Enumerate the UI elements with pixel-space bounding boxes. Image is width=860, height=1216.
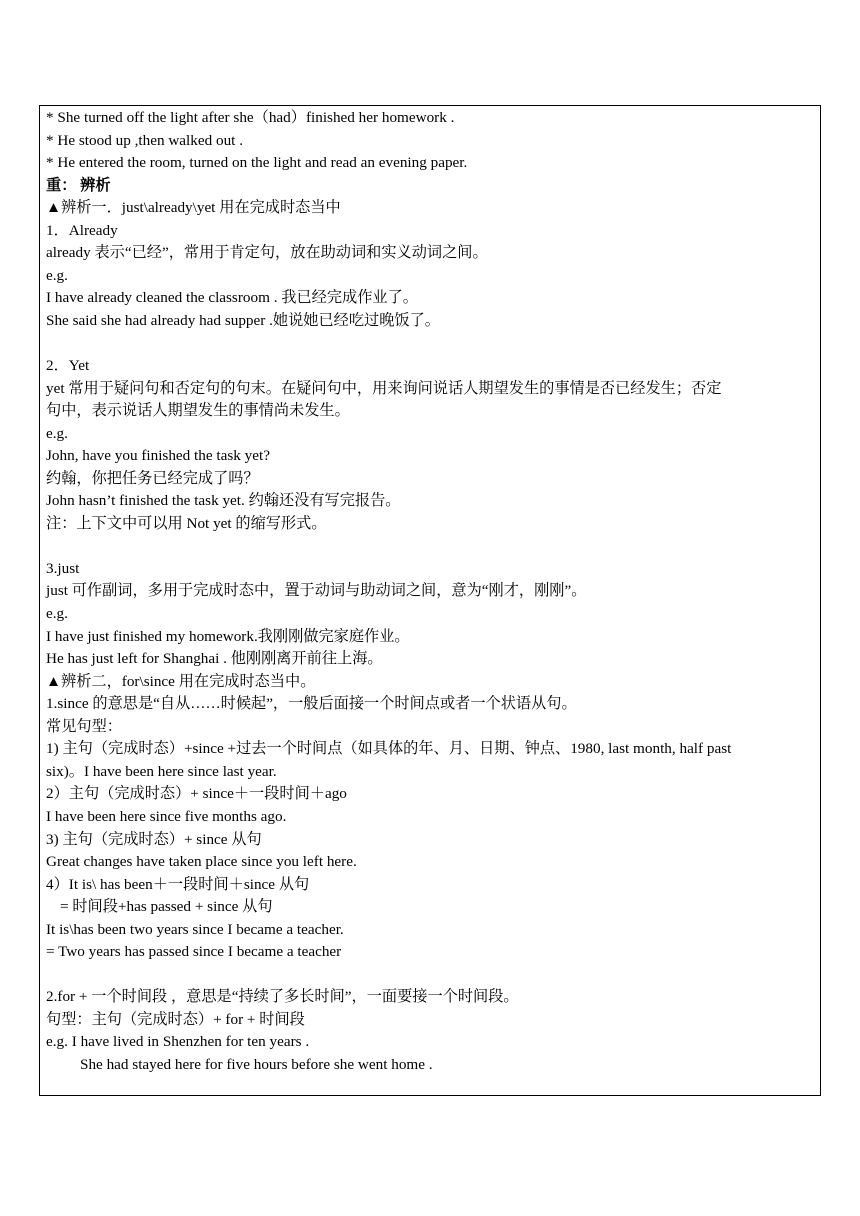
pattern-item-continued: six)。I have been here since last year. [46,762,277,780]
explanation-text: yet 常用于疑问句和否定句的句末。在疑问句中，用来询问说话人期望发生的事情是否已经发生；否定 [46,379,722,397]
item-title: 3.just [46,559,80,577]
explanation-text: already 表示“已经”，常用于肯定句，放在助动词和实义动词之间。 [46,244,488,262]
content-body [46,107,816,1077]
example-sentence: John, have you finished the task yet? [46,447,270,465]
eg-label: e.g. [46,424,68,442]
example-sentence: I have already cleaned the classroom . 我已经完成作业了。 [46,289,418,307]
example-sentence: * He entered the room, turned on the light and read an evening paper. [46,154,468,172]
pattern-item: 3) 主句（完成时态）+ since 从句 [46,830,262,848]
pattern-item: 1) 主句（完成时态）+since +过去一个时间点（如具体的年、月、日期、钟点、1980, last month, half past [46,740,732,758]
example-sentence: He has just left for Shanghai . 他刚刚离开前往上海。 [46,650,383,668]
subsection-heading: ▲辨析二，for\since 用在完成时态当中。 [46,672,316,690]
example-sentence: * She turned off the light after she（had）finished her homework . [46,109,455,126]
explanation-text: 1.since 的意思是“自从……时候起”，一般后面接一个时间点或者一个状语从句。 [46,695,577,713]
item-title: 1．Already [46,221,118,239]
blank-line [46,964,816,987]
example-sentence: She had stayed here for five hours before she went home . [80,1055,433,1073]
section-heading: 重： 辨析 [46,176,111,194]
pattern-label: 常见句型： [46,717,122,735]
blank-line [46,535,816,558]
item-title: 2．Yet [46,357,90,375]
example-sentence: e.g. I have lived in Shenzhen for ten years . [46,1033,310,1051]
example-sentence: I have just finished my homework.我刚刚做完家庭作业。 [46,627,410,645]
example-sentence: She said she had already had supper .她说她已经吃过晚饭了。 [46,311,440,329]
eg-label: e.g. [46,266,68,284]
blank-line [46,332,816,355]
explanation-text: just 可作副词，多用于完成时态中，置于动词与助动词之间，意为“刚才，刚刚”。 [46,582,587,600]
example-translation: 约翰，你把任务已经完成了吗？ [46,469,259,487]
example-sentence: = Two years has passed since I became a teacher [46,943,342,961]
explanation-text: 2.for + 一个时间段 ，意思是“持续了多长时间”，一面要接一个时间段。 [46,988,519,1006]
example-sentence: I have been here since five months ago. [46,807,287,825]
pattern-item: 4）It is\ has been＋一段时间＋since 从句 [46,875,310,893]
example-sentence: Great changes have taken place since you left here. [46,853,357,871]
example-sentence: It is\has been two years since I became a teacher. [46,920,344,938]
note-text: 注：上下文中可以用 Not yet 的缩写形式。 [46,514,327,532]
pattern-item: 句型：主句（完成时态）+ for + 时间段 [46,1010,305,1028]
pattern-item: = 时间段+has passed + since 从句 [60,898,273,916]
explanation-text: 句中，表示说话人期望发生的事情尚未发生。 [46,402,350,420]
subsection-heading: ▲辨析一．just\already\yet 用在完成时态当中 [46,199,341,217]
eg-label: e.g. [46,605,68,623]
example-sentence: * He stood up ,then walked out . [46,131,243,149]
example-sentence: John hasn’t finished the task yet. 约翰还没有写完报告。 [46,492,401,510]
pattern-item: 2）主句（完成时态）+ since＋一段时间＋ago [46,785,347,803]
